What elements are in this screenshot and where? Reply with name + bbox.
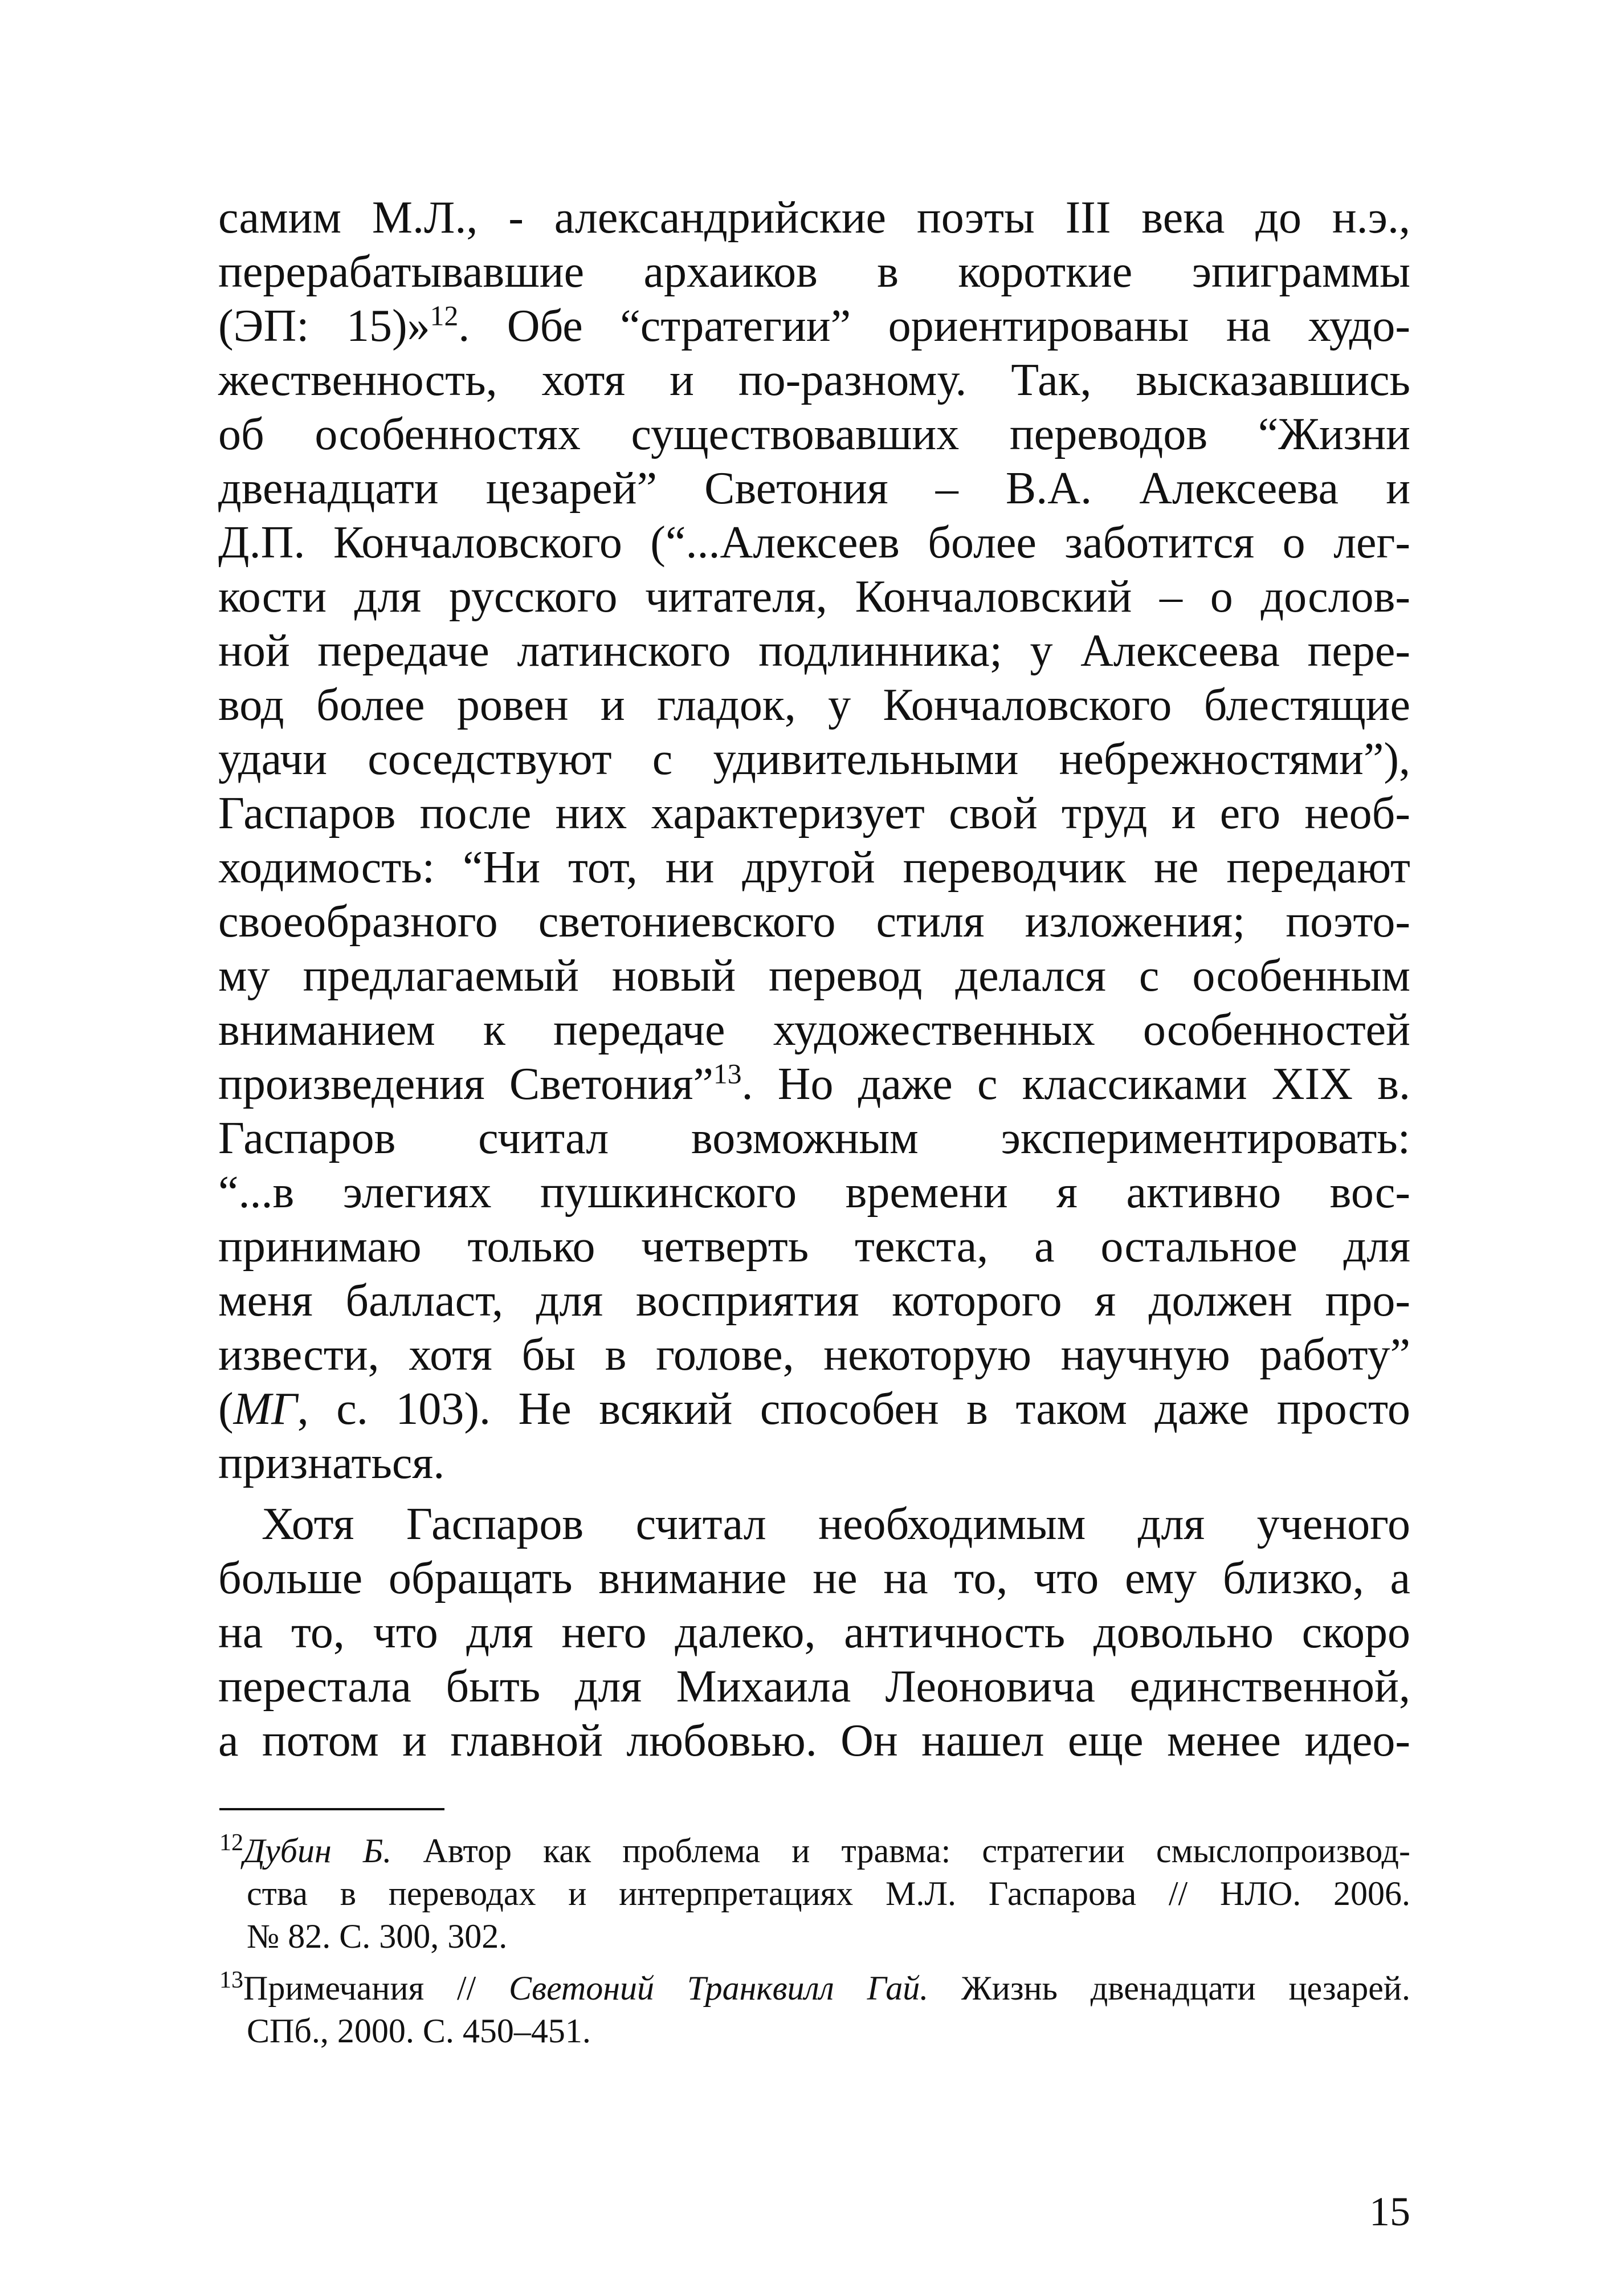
footnote-ref-12: 12	[430, 300, 459, 332]
text-line: извести, хотя бы в голове, некоторую научную работу”	[218, 1330, 1410, 1380]
footnote-mark: 13	[219, 1967, 243, 1993]
text-line: Гаспаров считал возможным экспериментировать:	[218, 1113, 1410, 1163]
text-line: вниманием к передаче художественных особенностей	[218, 1005, 1410, 1055]
text-line: самим М.Л., - александрийские поэты III века до н.э.,	[218, 193, 1410, 243]
footnote-ref-13: 13	[713, 1058, 742, 1090]
footnote-line: СПб., 2000. С. 450–451.	[247, 2012, 591, 2050]
text-line: а потом и главной любовью. Он нашел еще менее идео-	[218, 1716, 1410, 1766]
text-line: произведения Светония”$^{13}$. Но даже с классиками XIX в.	[218, 1058, 1411, 1109]
footnotes	[219, 1830, 1410, 2053]
text-line: двенадцати цезарей” Светония – В.А. Алексеева и	[218, 463, 1410, 514]
text-line: принимаю только четверть текста, а остальное для	[218, 1222, 1410, 1272]
footnote-13	[219, 1967, 1410, 2053]
text-line: жественность, хотя и по-разному. Так, высказавшись	[218, 355, 1410, 405]
abbreviation-mg: МГ	[233, 1384, 297, 1434]
text-line: (ЭП: 15)»$^{12}$. Обе “стратегии” ориентированы на худо-	[218, 300, 1411, 351]
text-line: на то, что для него далеко, античность довольно скоро	[218, 1607, 1410, 1658]
text-line: Д.П. Кончаловского (“...Алексеев более заботится о лег-	[218, 518, 1410, 568]
text-line: удачи соседствуют с удивительными небрежностями”),	[218, 734, 1410, 784]
text-line: об особенностях существовавших переводов “Жизни	[218, 409, 1410, 459]
footnote-source: Светоний Транквилл Гай.	[509, 1969, 929, 2007]
text-line: Гаспаров после них характеризует свой труд и его необ-	[218, 788, 1410, 838]
page-number: 15	[1369, 2189, 1410, 2234]
text-line: “...в элегиях пушкинского времени я активно вос-	[218, 1167, 1410, 1218]
text-line: ходимость: “Ни тот, ни другой переводчик не передают	[218, 842, 1410, 893]
text-line: вод более ровен и гладок, у Кончаловского блестящие	[218, 680, 1410, 730]
text-line: кости для русского читателя, Кончаловский – о дослов-	[218, 572, 1410, 622]
text-line: перерабатывавшие архаиков в короткие эпиграммы	[218, 247, 1410, 297]
paragraph-start: Хотя Гаспаров считал необходимым для ученого	[262, 1499, 1410, 1549]
text-line: му предлагаемый новый перевод делался с особенным	[218, 951, 1410, 1001]
footnote-line: № 82. С. 300, 302.	[247, 1917, 508, 1955]
text-line: меня балласт, для восприятия которого я должен про-	[218, 1276, 1410, 1326]
main-text	[218, 191, 1410, 1768]
text-line: ной передаче латинского подлинника; у Алексеева пере-	[218, 626, 1410, 676]
footnote-line: $^{13}$Примечания // Светоний Транквилл Гай. Жизнь двенадцати цезарей.	[219, 1967, 1410, 2007]
footnote-mark: 12	[219, 1830, 243, 1856]
footnote-separator	[219, 1808, 444, 1810]
footnote-12	[219, 1830, 1410, 1958]
footnote-author: Дубин Б.	[243, 1832, 392, 1870]
text-line: своеобразного светониевского стиля изложения; поэто-	[218, 897, 1410, 947]
text-line: больше обращать внимание не на то, что ему близко, а	[218, 1553, 1410, 1603]
text-line: перестала быть для Михаила Леоновича единственной,	[218, 1662, 1410, 1712]
text-line: признаться.	[218, 1438, 445, 1488]
footnote-line: ства в переводах и интерпретациях М.Л. Гаспарова // НЛО. 2006.	[247, 1875, 1410, 1912]
text-line: (МГ, с. 103). Не всякий способен в таком даже просто	[218, 1384, 1410, 1434]
footnote-line: $^{12}$Дубин Б. Автор как проблема и травма: стратегии смыслопроизвод-	[219, 1830, 1410, 1870]
